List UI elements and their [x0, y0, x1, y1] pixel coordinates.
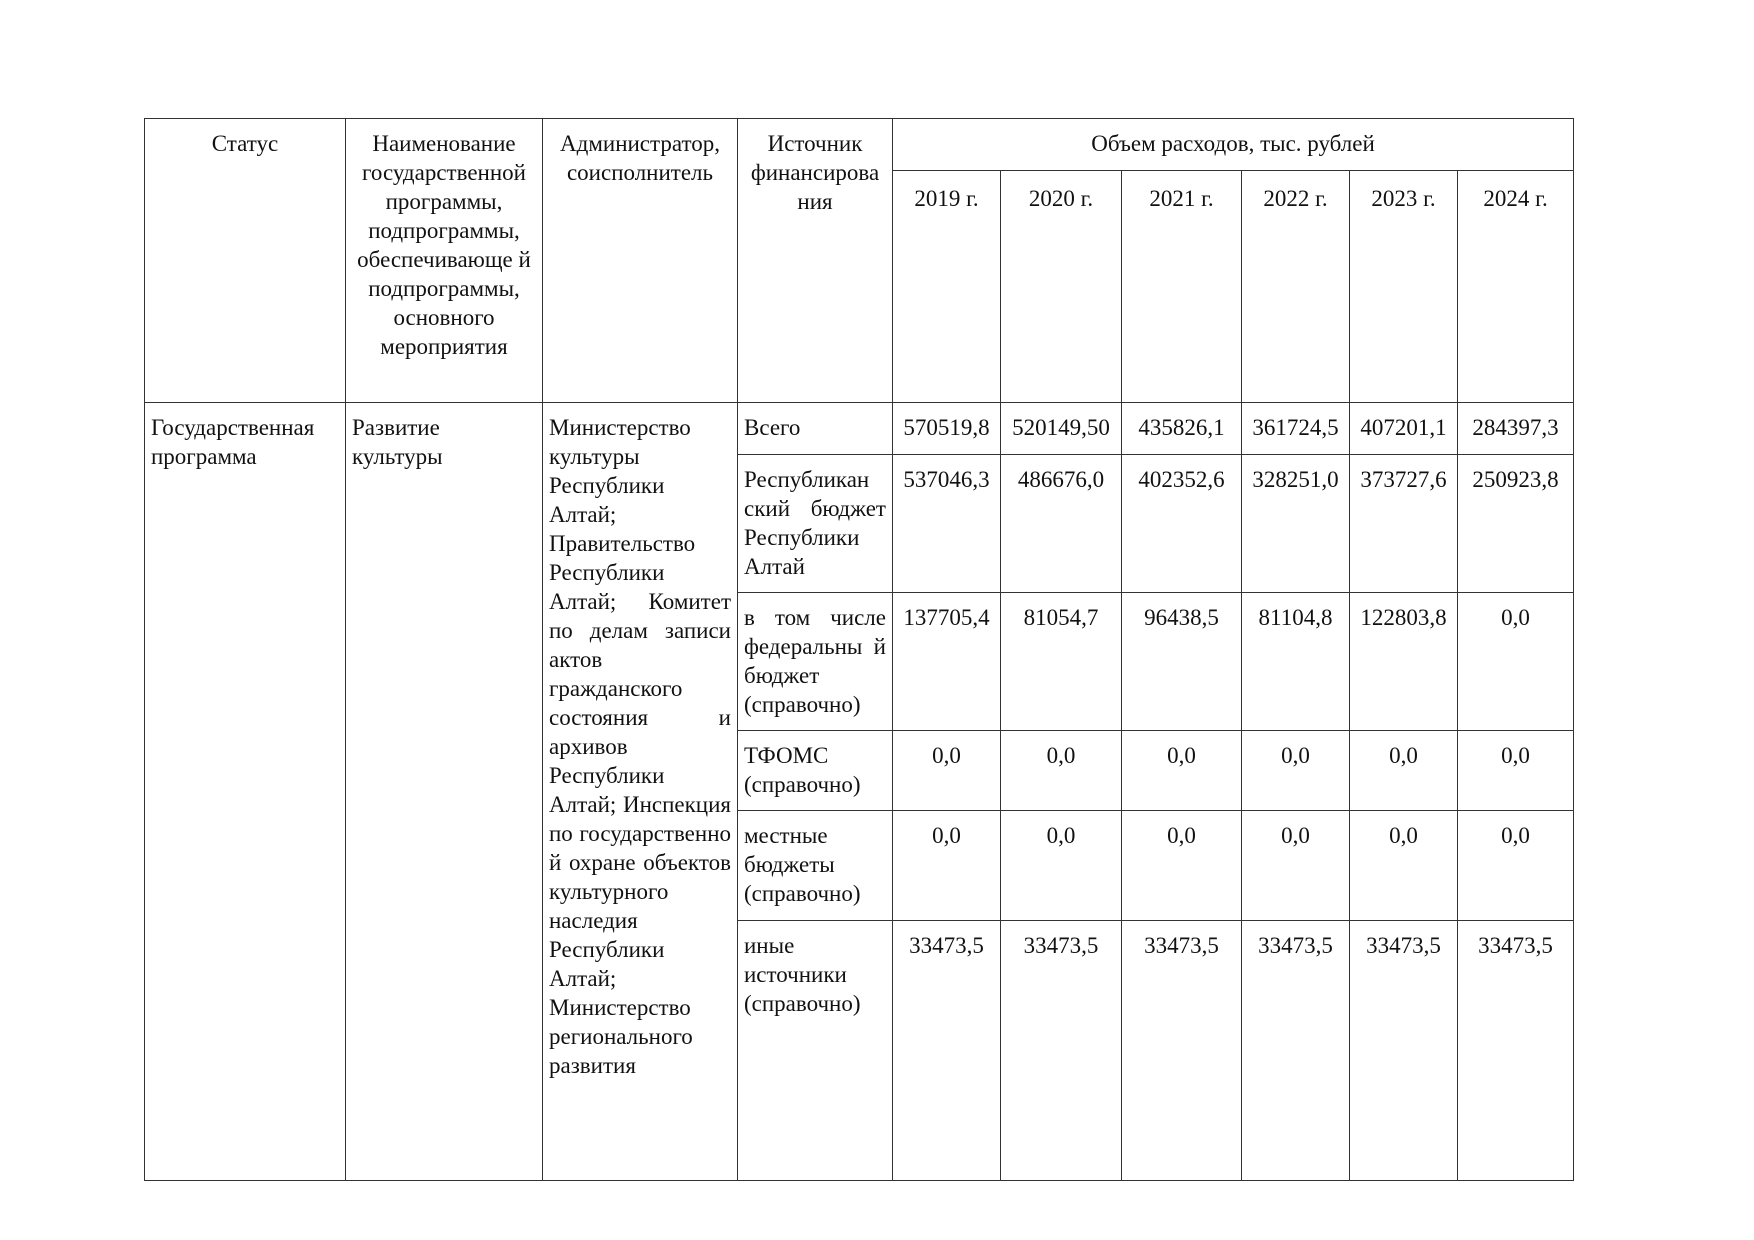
value-cell: 328251,0 — [1242, 455, 1350, 593]
value-cell: 361724,5 — [1242, 403, 1350, 455]
program-name: Развитие культуры — [346, 403, 543, 1181]
value-cell: 81104,8 — [1242, 593, 1350, 731]
value-cell: 122803,8 — [1350, 593, 1458, 731]
value-cell: 96438,5 — [1122, 593, 1242, 731]
value-cell: 0,0 — [1242, 811, 1350, 921]
value-cell: 33473,5 — [1350, 921, 1458, 1181]
program-administrator: Министерство культуры Республики Алтай; Правительство Республики Алтай; Комитет по делам записи актов гражданского состояния и архивов Республики Алтай; Инспекция по государственно й охране объектов культурного наследия Республики Алтай; Министерство регионального развития — [543, 403, 738, 1181]
value-cell: 435826,1 — [1122, 403, 1242, 455]
value-cell: 33473,5 — [1001, 921, 1122, 1181]
value-cell: 0,0 — [893, 811, 1001, 921]
value-cell: 137705,4 — [893, 593, 1001, 731]
value-cell: 0,0 — [1122, 731, 1242, 811]
header-year: 2023 г. — [1350, 171, 1458, 403]
value-cell: 520149,50 — [1001, 403, 1122, 455]
value-cell: 33473,5 — [1242, 921, 1350, 1181]
value-cell: 537046,3 — [893, 455, 1001, 593]
source-cell: Всего — [738, 403, 893, 455]
header-year: 2020 г. — [1001, 171, 1122, 403]
value-cell: 0,0 — [1242, 731, 1350, 811]
header-volume: Объем расходов, тыс. рублей — [893, 119, 1574, 171]
value-cell: 486676,0 — [1001, 455, 1122, 593]
value-cell: 284397,3 — [1458, 403, 1574, 455]
value-cell: 0,0 — [1350, 811, 1458, 921]
header-year: 2019 г. — [893, 171, 1001, 403]
header-row — [145, 119, 1574, 171]
value-cell: 0,0 — [1001, 811, 1122, 921]
header-year: 2021 г. — [1122, 171, 1242, 403]
header-program-name: Наименование государственной программы, подпрограммы, обеспечивающе й подпрограммы, основного мероприятия — [346, 119, 543, 403]
program-status: Государственная программа — [145, 403, 346, 1181]
source-cell: местные бюджеты (справочно) — [738, 811, 893, 921]
source-cell: ТФОМС (справочно) — [738, 731, 893, 811]
header-status: Статус — [145, 119, 346, 403]
value-cell: 570519,8 — [893, 403, 1001, 455]
value-cell: 0,0 — [1458, 593, 1574, 731]
value-cell: 0,0 — [1001, 731, 1122, 811]
table-row — [145, 403, 1574, 455]
value-cell: 0,0 — [1458, 811, 1574, 921]
header-year: 2022 г. — [1242, 171, 1350, 403]
header-administrator: Администратор, соисполнитель — [543, 119, 738, 403]
header-source: Источник финансирова ния — [738, 119, 893, 403]
value-cell: 402352,6 — [1122, 455, 1242, 593]
source-cell: иные источники (справочно) — [738, 921, 893, 1181]
value-cell: 33473,5 — [1458, 921, 1574, 1181]
header-year: 2024 г. — [1458, 171, 1574, 403]
value-cell: 407201,1 — [1350, 403, 1458, 455]
source-cell: Республикан ский бюджет Республики Алтай — [738, 455, 893, 593]
value-cell: 0,0 — [1458, 731, 1574, 811]
value-cell: 81054,7 — [1001, 593, 1122, 731]
value-cell: 0,0 — [1350, 731, 1458, 811]
value-cell: 33473,5 — [893, 921, 1001, 1181]
value-cell: 0,0 — [893, 731, 1001, 811]
value-cell: 33473,5 — [1122, 921, 1242, 1181]
expenditure-table — [144, 118, 1574, 1181]
value-cell: 0,0 — [1122, 811, 1242, 921]
value-cell: 373727,6 — [1350, 455, 1458, 593]
source-cell: в том числе федеральны й бюджет (справочно) — [738, 593, 893, 731]
value-cell: 250923,8 — [1458, 455, 1574, 593]
